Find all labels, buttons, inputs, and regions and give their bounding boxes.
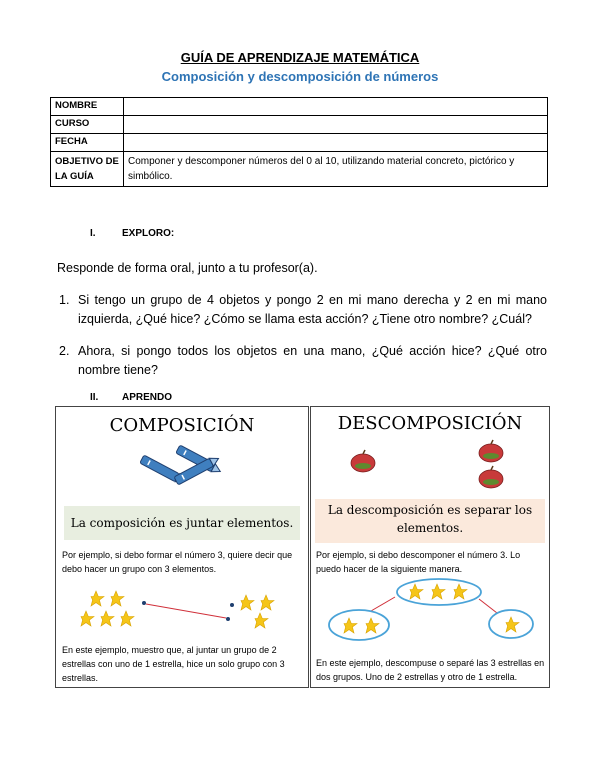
descomposicion-example: Por ejemplo, si debo descomponer el número 3. Lo puedo hacer de la siguiente manera. xyxy=(316,550,521,574)
descomposicion-heading: DESCOMPOSICIÓN xyxy=(337,413,523,434)
nombre-field[interactable] xyxy=(124,98,548,116)
star-icon xyxy=(101,611,114,626)
curso-field[interactable] xyxy=(124,116,548,134)
objetivo-label-line2: LA GUÍA xyxy=(55,171,94,182)
question-2 xyxy=(59,342,547,380)
descomposicion-explanation: En este ejemplo, descompuse o separé las 3 estrellas en dos grupos. Uno de 2 estrellas y otro de 1 estrella. xyxy=(316,658,545,682)
info-table xyxy=(50,97,548,187)
section-number: II. xyxy=(90,392,99,403)
question-1 xyxy=(59,291,547,329)
table-row xyxy=(51,152,548,187)
star-grouping-diagram xyxy=(76,585,296,633)
objetivo-label-line1: OBJETIVO DE xyxy=(55,156,119,167)
section-label: EXPLORO: xyxy=(122,228,175,239)
section-aprendo-heading xyxy=(90,392,172,403)
fecha-label: FECHA xyxy=(51,134,124,152)
star-icon xyxy=(81,611,94,626)
nombre-label: NOMBRE xyxy=(51,98,124,116)
star-icon xyxy=(366,618,379,633)
section-number: I. xyxy=(90,228,96,239)
composicion-example: Por ejemplo, si debo formar el número 3, quiere decir que debo hacer un grupo con 3 elementos. xyxy=(62,550,293,574)
exploro-intro: Responde de forma oral, junto a tu profesor(a). xyxy=(57,261,318,275)
question-number: 2. xyxy=(59,344,70,358)
descomposicion-definition: La descomposición es separar los elementos. xyxy=(315,499,545,543)
objetivo-text: Componer y descomponer números del 0 al 10, utilizando material concreto, pictórico y simbólico. xyxy=(124,152,548,187)
star-icon xyxy=(261,595,274,610)
question-number: 1. xyxy=(59,293,70,307)
curso-label: CURSO xyxy=(51,116,124,134)
objetivo-label xyxy=(51,152,124,187)
star-icon xyxy=(91,591,104,606)
section-exploro-heading xyxy=(90,228,174,239)
question-text: Ahora, si pongo todos los objetos en una mano, ¿Qué acción hice? ¿Qué otro nombre tiene? xyxy=(78,344,547,377)
descomposicion-panel xyxy=(310,406,550,688)
apples-icon xyxy=(341,439,521,495)
document-title: GUÍA DE APRENDIZAJE MATEMÁTICA xyxy=(180,50,420,65)
star-icon xyxy=(111,591,124,606)
star-icon xyxy=(454,584,467,599)
star-icon xyxy=(344,618,357,633)
fecha-field[interactable] xyxy=(124,134,548,152)
composicion-explanation: En este ejemplo, muestro que, al juntar un grupo de 2 estrellas con uno de 1 estrella, hice un solo grupo con 3 estrellas. xyxy=(62,645,285,683)
composicion-definition: La composición es juntar elementos. xyxy=(64,506,300,540)
crayons-icon xyxy=(136,441,236,501)
star-icon xyxy=(255,613,268,628)
table-row xyxy=(51,134,548,152)
star-split-diagram xyxy=(311,575,549,645)
star-icon xyxy=(121,611,134,626)
composicion-panel xyxy=(55,406,309,688)
star-icon xyxy=(432,584,445,599)
document-subtitle: Composición y descomposición de números xyxy=(161,69,439,84)
star-icon xyxy=(410,584,423,599)
star-icon xyxy=(241,595,254,610)
star-icon xyxy=(506,617,519,632)
table-row xyxy=(51,116,548,134)
table-row xyxy=(51,98,548,116)
section-label: APRENDO xyxy=(122,392,173,403)
question-text: Si tengo un grupo de 4 objetos y pongo 2 en mi mano derecha y 2 en mi mano izquierda, ¿Qué hice? ¿Cómo se llama esta acción? ¿Tiene otro nombre? ¿Cuál? xyxy=(78,293,547,326)
composicion-heading: COMPOSICIÓN xyxy=(109,415,255,436)
